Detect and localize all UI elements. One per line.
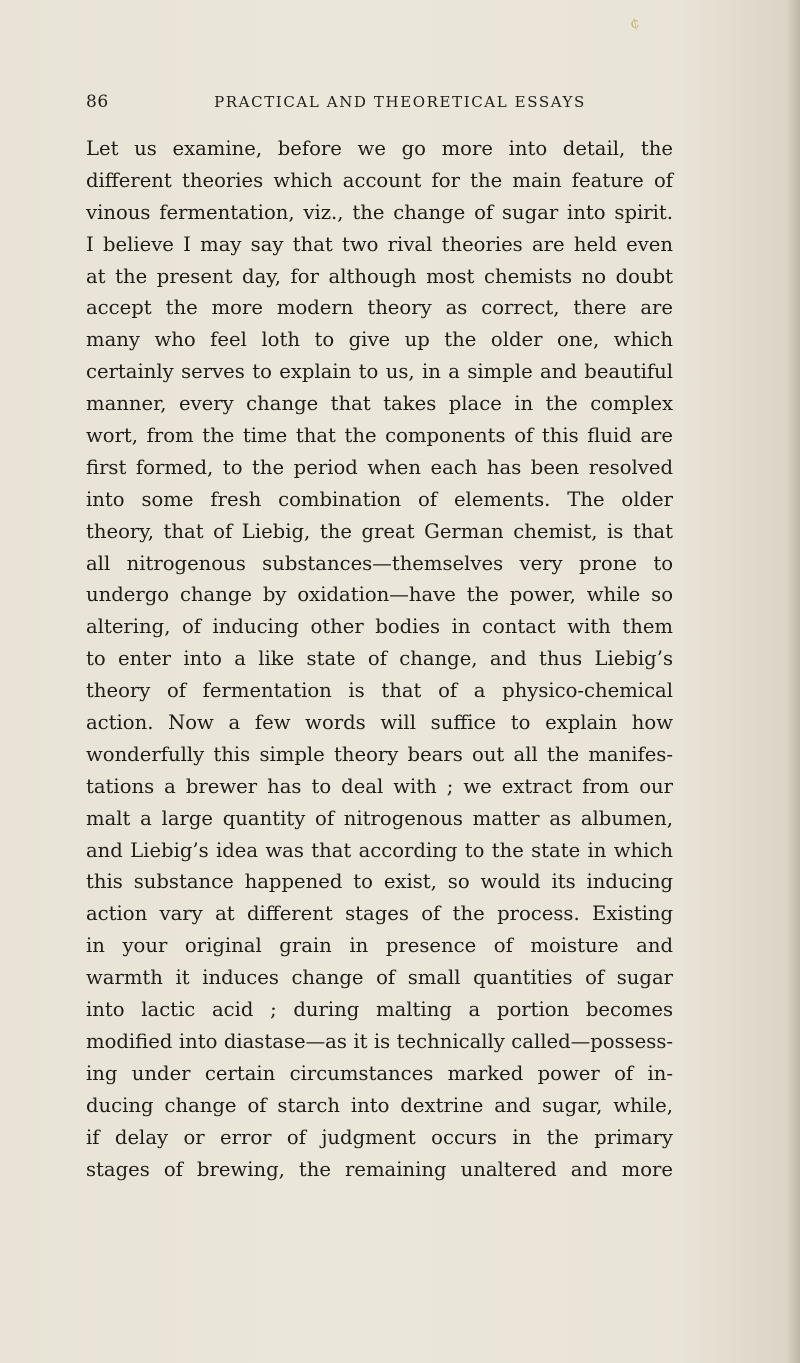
text-line: many who feel loth to give up the older one, which [86, 328, 673, 352]
text-line: action. Now a few words will suffice to explain how [86, 711, 673, 735]
text-line: into lactic acid ; during malting a portion becomes [86, 998, 673, 1022]
text-line: this substance happened to exist, so would its inducing [86, 870, 673, 894]
text-line: warmth it induces change of small quantities of sugar [86, 966, 673, 990]
text-line: and Liebig’s idea was that according to the state in which [86, 838, 673, 862]
corner-ink-mark: ¢ [628, 13, 642, 33]
text-line: undergo change by oxidation—have the power, while so [86, 583, 673, 607]
text-line: vinous fermentation, viz., the change of sugar into spirit. [86, 200, 673, 224]
text-line: at the present day, for although most chemists no doubt [86, 264, 673, 288]
text-line: wort, from the time that the components of this fluid are [86, 424, 673, 448]
text-line: certainly serves to explain to us, in a simple and beautiful [86, 360, 673, 384]
running-title: PRACTICAL AND THEORETICAL ESSAYS [214, 93, 586, 111]
text-line: modified into diastase—as it is technically called—possess- [86, 1029, 673, 1053]
text-line: first formed, to the period when each has been resolved [86, 455, 673, 479]
page-number: 86 [86, 92, 109, 112]
text-line: tations a brewer has to deal with ; we extract from our [86, 774, 673, 798]
text-line: all nitrogenous substances—themselves very prone to [86, 551, 673, 575]
body-text [86, 133, 673, 1185]
text-line: to enter into a like state of change, and thus Liebig’s [86, 647, 673, 671]
text-line: action vary at different stages of the process. Existing [86, 902, 673, 926]
text-line: in your original grain in presence of moisture and [86, 934, 673, 958]
text-line: different theories which account for the main feature of [86, 168, 673, 192]
text-line: theory of fermentation is that of a physico-chemical [86, 679, 673, 703]
text-line: Let us examine, before we go more into detail, the [86, 137, 673, 160]
text-line: altering, of inducing other bodies in contact with them [86, 615, 673, 639]
text-line: malt a large quantity of nitrogenous matter as albumen, [86, 806, 673, 830]
page-edge-shadow [786, 0, 800, 1363]
text-line: theory, that of Liebig, the great German chemist, is that [86, 519, 673, 543]
text-line: stages of brewing, the remaining unaltered and more [86, 1157, 673, 1181]
text-line: ing under certain circumstances marked power of in- [86, 1061, 673, 1085]
page-header [86, 92, 666, 116]
text-line: ducing change of starch into dextrine and sugar, while, [86, 1093, 673, 1117]
text-line: wonderfully this simple theory bears out all the manifes- [86, 742, 673, 766]
text-line: into some fresh combination of elements. The older [86, 487, 673, 511]
text-line: I believe I may say that two rival theories are held even [86, 232, 673, 256]
text-line: accept the more modern theory as correct, there are [86, 296, 673, 320]
text-line: manner, every change that takes place in the complex [86, 392, 673, 416]
text-line: if delay or error of judgment occurs in the primary [86, 1125, 673, 1149]
